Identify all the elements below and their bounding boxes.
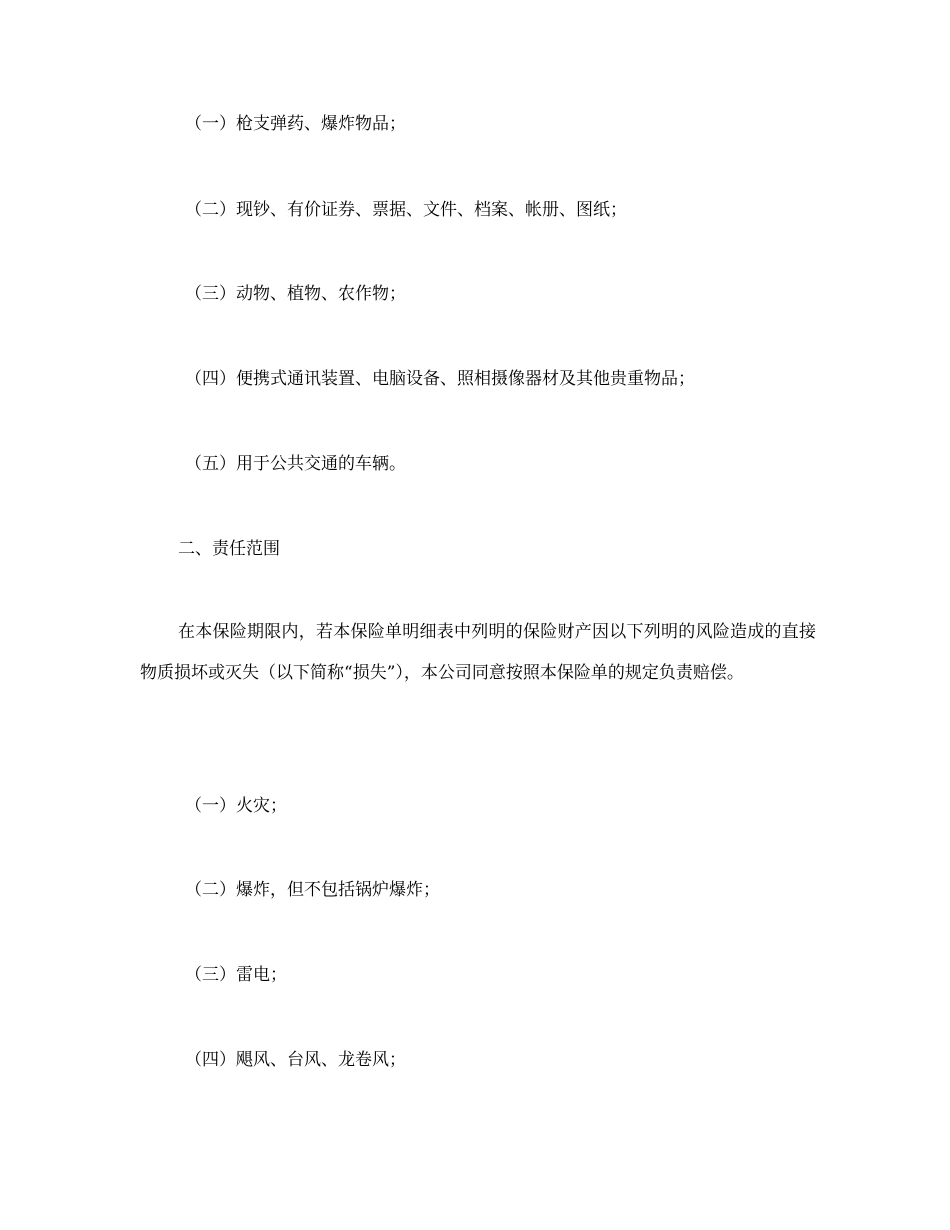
exclusion-item-2: （二）现钞、有价证券、票据、文件、档案、帐册、图纸； (185, 200, 627, 220)
section-heading: 二、责任范围 (178, 539, 280, 559)
peril-item-2: （二）爆炸，但不包括锅炉爆炸； (185, 880, 440, 900)
exclusion-item-4: （四）便携式通讯装置、电脑设备、照相摄像器材及其他贵重物品； (185, 369, 695, 389)
peril-item-3: （三）雷电； (185, 965, 287, 985)
peril-item-1: （一）火灾； (185, 796, 287, 816)
exclusion-item-1: （一）枪支弹药、爆炸物品； (185, 114, 406, 134)
exclusion-item-3: （三）动物、植物、农作物； (185, 284, 406, 304)
coverage-paragraph: 在本保险期限内，若本保险单明细表中列明的保险财产因以下列明的风险造成的直接物质损坏或灭失（以下简称“损失”），本公司同意按照本保险单的规定负责赔偿。 (140, 622, 816, 683)
peril-item-4: （四）飓风、台风、龙卷风； (185, 1050, 406, 1070)
exclusion-item-5: （五）用于公共交通的车辆。 (185, 454, 406, 474)
